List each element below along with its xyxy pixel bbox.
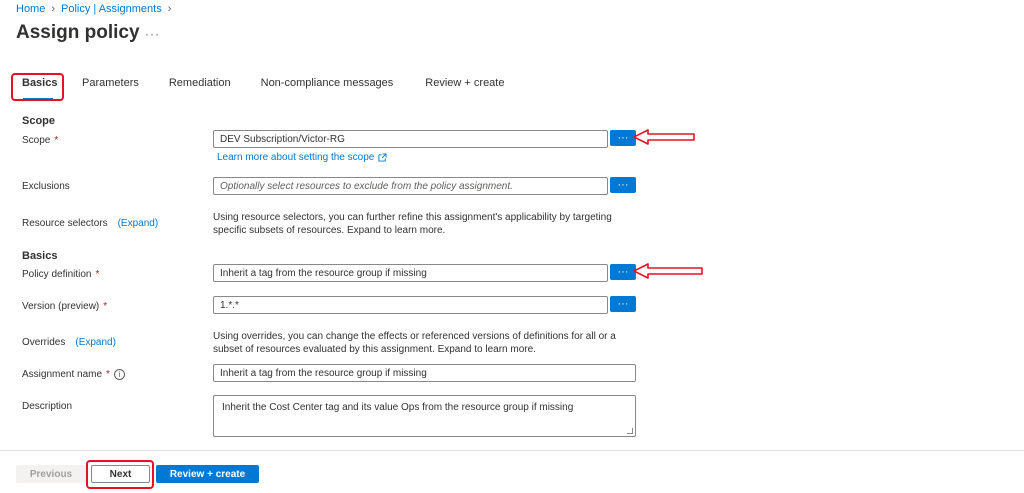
- required-mark: *: [54, 135, 59, 146]
- resource-selectors-help-line-2: specific subsets of resources. Expand to learn more.: [213, 225, 446, 236]
- overrides-label: [22, 337, 116, 348]
- resource-selectors-text: Resource selectors: [22, 218, 108, 229]
- version-field[interactable]: 1.*.*: [213, 296, 608, 314]
- required-mark: *: [95, 269, 100, 280]
- page-title: Assign policy: [16, 22, 140, 43]
- exclusions-field[interactable]: Optionally select resources to exclude from the policy assignment.: [213, 177, 608, 195]
- resource-selectors-help-line-1: Using resource selectors, you can further refine this assignment's applicability by targeting: [213, 212, 612, 223]
- version-label: [22, 301, 107, 312]
- footer-divider: [0, 450, 1024, 451]
- learn-more-scope-text: Learn more about setting the scope: [217, 152, 375, 163]
- policy-definition-label-text: Policy definition: [22, 269, 92, 280]
- review-create-button[interactable]: Review + create: [156, 465, 259, 483]
- scope-field[interactable]: DEV Subscription/Victor-RG: [213, 130, 608, 148]
- assignment-name-label: [22, 369, 125, 380]
- overrides-expand-link[interactable]: (Expand): [75, 337, 116, 348]
- tab-remediation[interactable]: Remediation: [168, 77, 231, 89]
- description-label: Description: [22, 401, 73, 412]
- overrides-help-line-1: Using overrides, you can change the effects or referenced versions of definitions for all or a: [213, 331, 616, 342]
- overrides-label-text: Overrides: [22, 337, 66, 348]
- external-link-icon: [378, 153, 387, 162]
- resource-selectors-help: [213, 211, 612, 237]
- overrides-help: [213, 330, 616, 356]
- breadcrumb: [16, 3, 171, 15]
- tab-bar: [14, 74, 512, 100]
- tab-parameters[interactable]: Parameters: [82, 77, 139, 89]
- policy-definition-field[interactable]: Inherit a tag from the resource group if missing: [213, 264, 608, 282]
- tab-review-create[interactable]: Review + create: [425, 77, 505, 89]
- resource-selectors-label: [22, 218, 158, 229]
- chevron-right-icon: ›: [167, 3, 172, 15]
- chevron-right-icon: ›: [51, 3, 56, 15]
- overrides-help-line-2: subset of resources evaluated by this assignment. Expand to learn more.: [213, 344, 536, 355]
- previous-button[interactable]: Previous: [16, 465, 86, 483]
- exclusions-label: Exclusions: [22, 181, 70, 192]
- resize-grip-icon[interactable]: [627, 428, 633, 434]
- resource-selectors-expand-link[interactable]: (Expand): [117, 218, 159, 229]
- exclusions-browse-button[interactable]: ···: [610, 177, 636, 193]
- required-mark: *: [106, 369, 110, 380]
- annotation-arrow-policy-definition: [632, 262, 706, 280]
- assignment-name-field[interactable]: Inherit a tag from the resource group if missing: [213, 364, 636, 382]
- tab-non-compliance-messages[interactable]: Non-compliance messages: [260, 77, 394, 89]
- annotation-arrow-scope: [632, 128, 698, 146]
- assignment-name-label-text: Assignment name: [22, 369, 103, 380]
- version-label-text: Version (preview): [22, 301, 100, 312]
- basics-section-heading: Basics: [22, 250, 58, 262]
- scope-section-heading: Scope: [22, 115, 56, 127]
- description-field[interactable]: [213, 395, 636, 437]
- tab-basics[interactable]: Basics: [14, 74, 62, 100]
- info-icon[interactable]: i: [114, 369, 125, 380]
- more-options-icon[interactable]: ···: [145, 27, 160, 41]
- policy-definition-label: [22, 269, 99, 280]
- policy-definition-browse-button[interactable]: ···: [610, 264, 636, 280]
- breadcrumb-policy-assignments[interactable]: Policy | Assignments: [61, 3, 162, 15]
- scope-label-text: Scope: [22, 135, 51, 146]
- scope-browse-button[interactable]: ···: [610, 130, 636, 146]
- version-browse-button[interactable]: ···: [610, 296, 636, 312]
- learn-more-scope-link[interactable]: [217, 152, 387, 163]
- scope-label: [22, 135, 58, 146]
- next-button[interactable]: Next: [91, 465, 150, 483]
- breadcrumb-home[interactable]: Home: [16, 3, 46, 15]
- description-text: Inherit the Cost Center tag and its value Ops from the resource group if missing: [222, 402, 574, 413]
- required-mark: *: [103, 301, 108, 312]
